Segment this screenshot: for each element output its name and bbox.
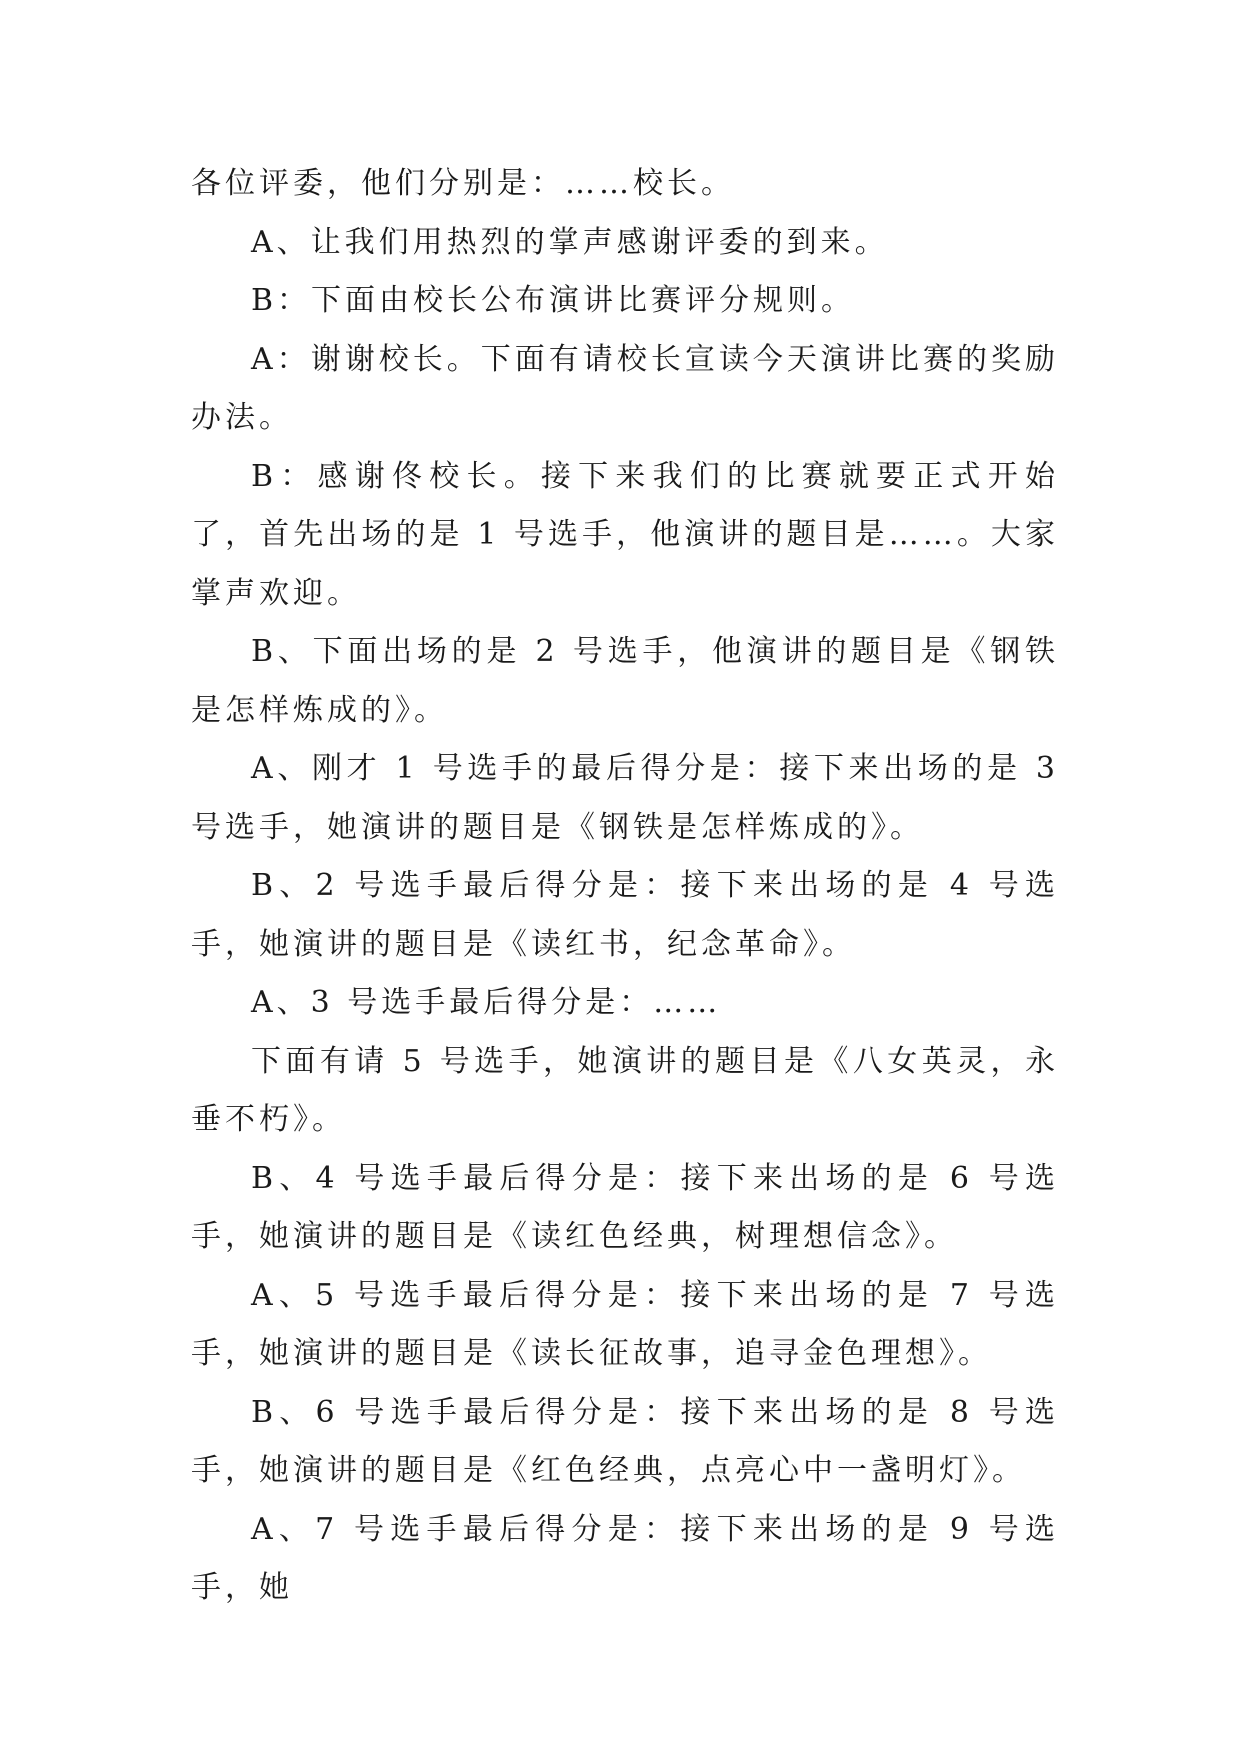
paragraph: B、下面出场的是 2 号选手，他演讲的题目是《钢铁是怎样炼成的》。	[191, 634, 1059, 728]
paragraph: A、让我们用热烈的掌声感谢评委的到来。	[251, 224, 889, 260]
paragraph: 各位评委，他们分别是：……校长。	[191, 166, 735, 201]
paragraph: B：感谢佟校长。接下来我们的比赛就要正式开始了，首先出场的是 1 号选手，他演讲的题目是……。大家掌声欢迎。	[191, 458, 1059, 611]
paragraph: B、4 号选手最后得分是：接下来出场的是 6 号选手，她演讲的题目是《读红色经典，树理想信念》。	[191, 1160, 1059, 1254]
paragraph: A、3 号选手最后得分是：……	[251, 985, 722, 1020]
paragraph: A、刚才 1 号选手的最后得分是：接下来出场的是 3 号选手，她演讲的题目是《钢铁是怎样炼成的》。	[191, 751, 1059, 845]
paragraph: B：下面由校长公布演讲比赛评分规则。	[251, 283, 856, 318]
paragraph: A、7 号选手最后得分是：接下来出场的是 9 号选手，她	[191, 1511, 1059, 1605]
paragraph: A：谢谢校长。下面有请校长宣读今天演讲比赛的奖励办法。	[191, 341, 1059, 435]
document-body	[191, 155, 1059, 1618]
paragraph: 下面有请 5 号选手，她演讲的题目是《八女英灵，永垂不朽》。	[191, 1043, 1059, 1137]
paragraph: B、6 号选手最后得分是：接下来出场的是 8 号选手，她演讲的题目是《红色经典，点亮心中一盏明灯》。	[191, 1394, 1059, 1488]
paragraph: B、2 号选手最后得分是：接下来出场的是 4 号选手，她演讲的题目是《读红书，纪念革命》。	[191, 868, 1059, 962]
paragraph: A、5 号选手最后得分是：接下来出场的是 7 号选手，她演讲的题目是《读长征故事，追寻金色理想》。	[191, 1277, 1059, 1371]
